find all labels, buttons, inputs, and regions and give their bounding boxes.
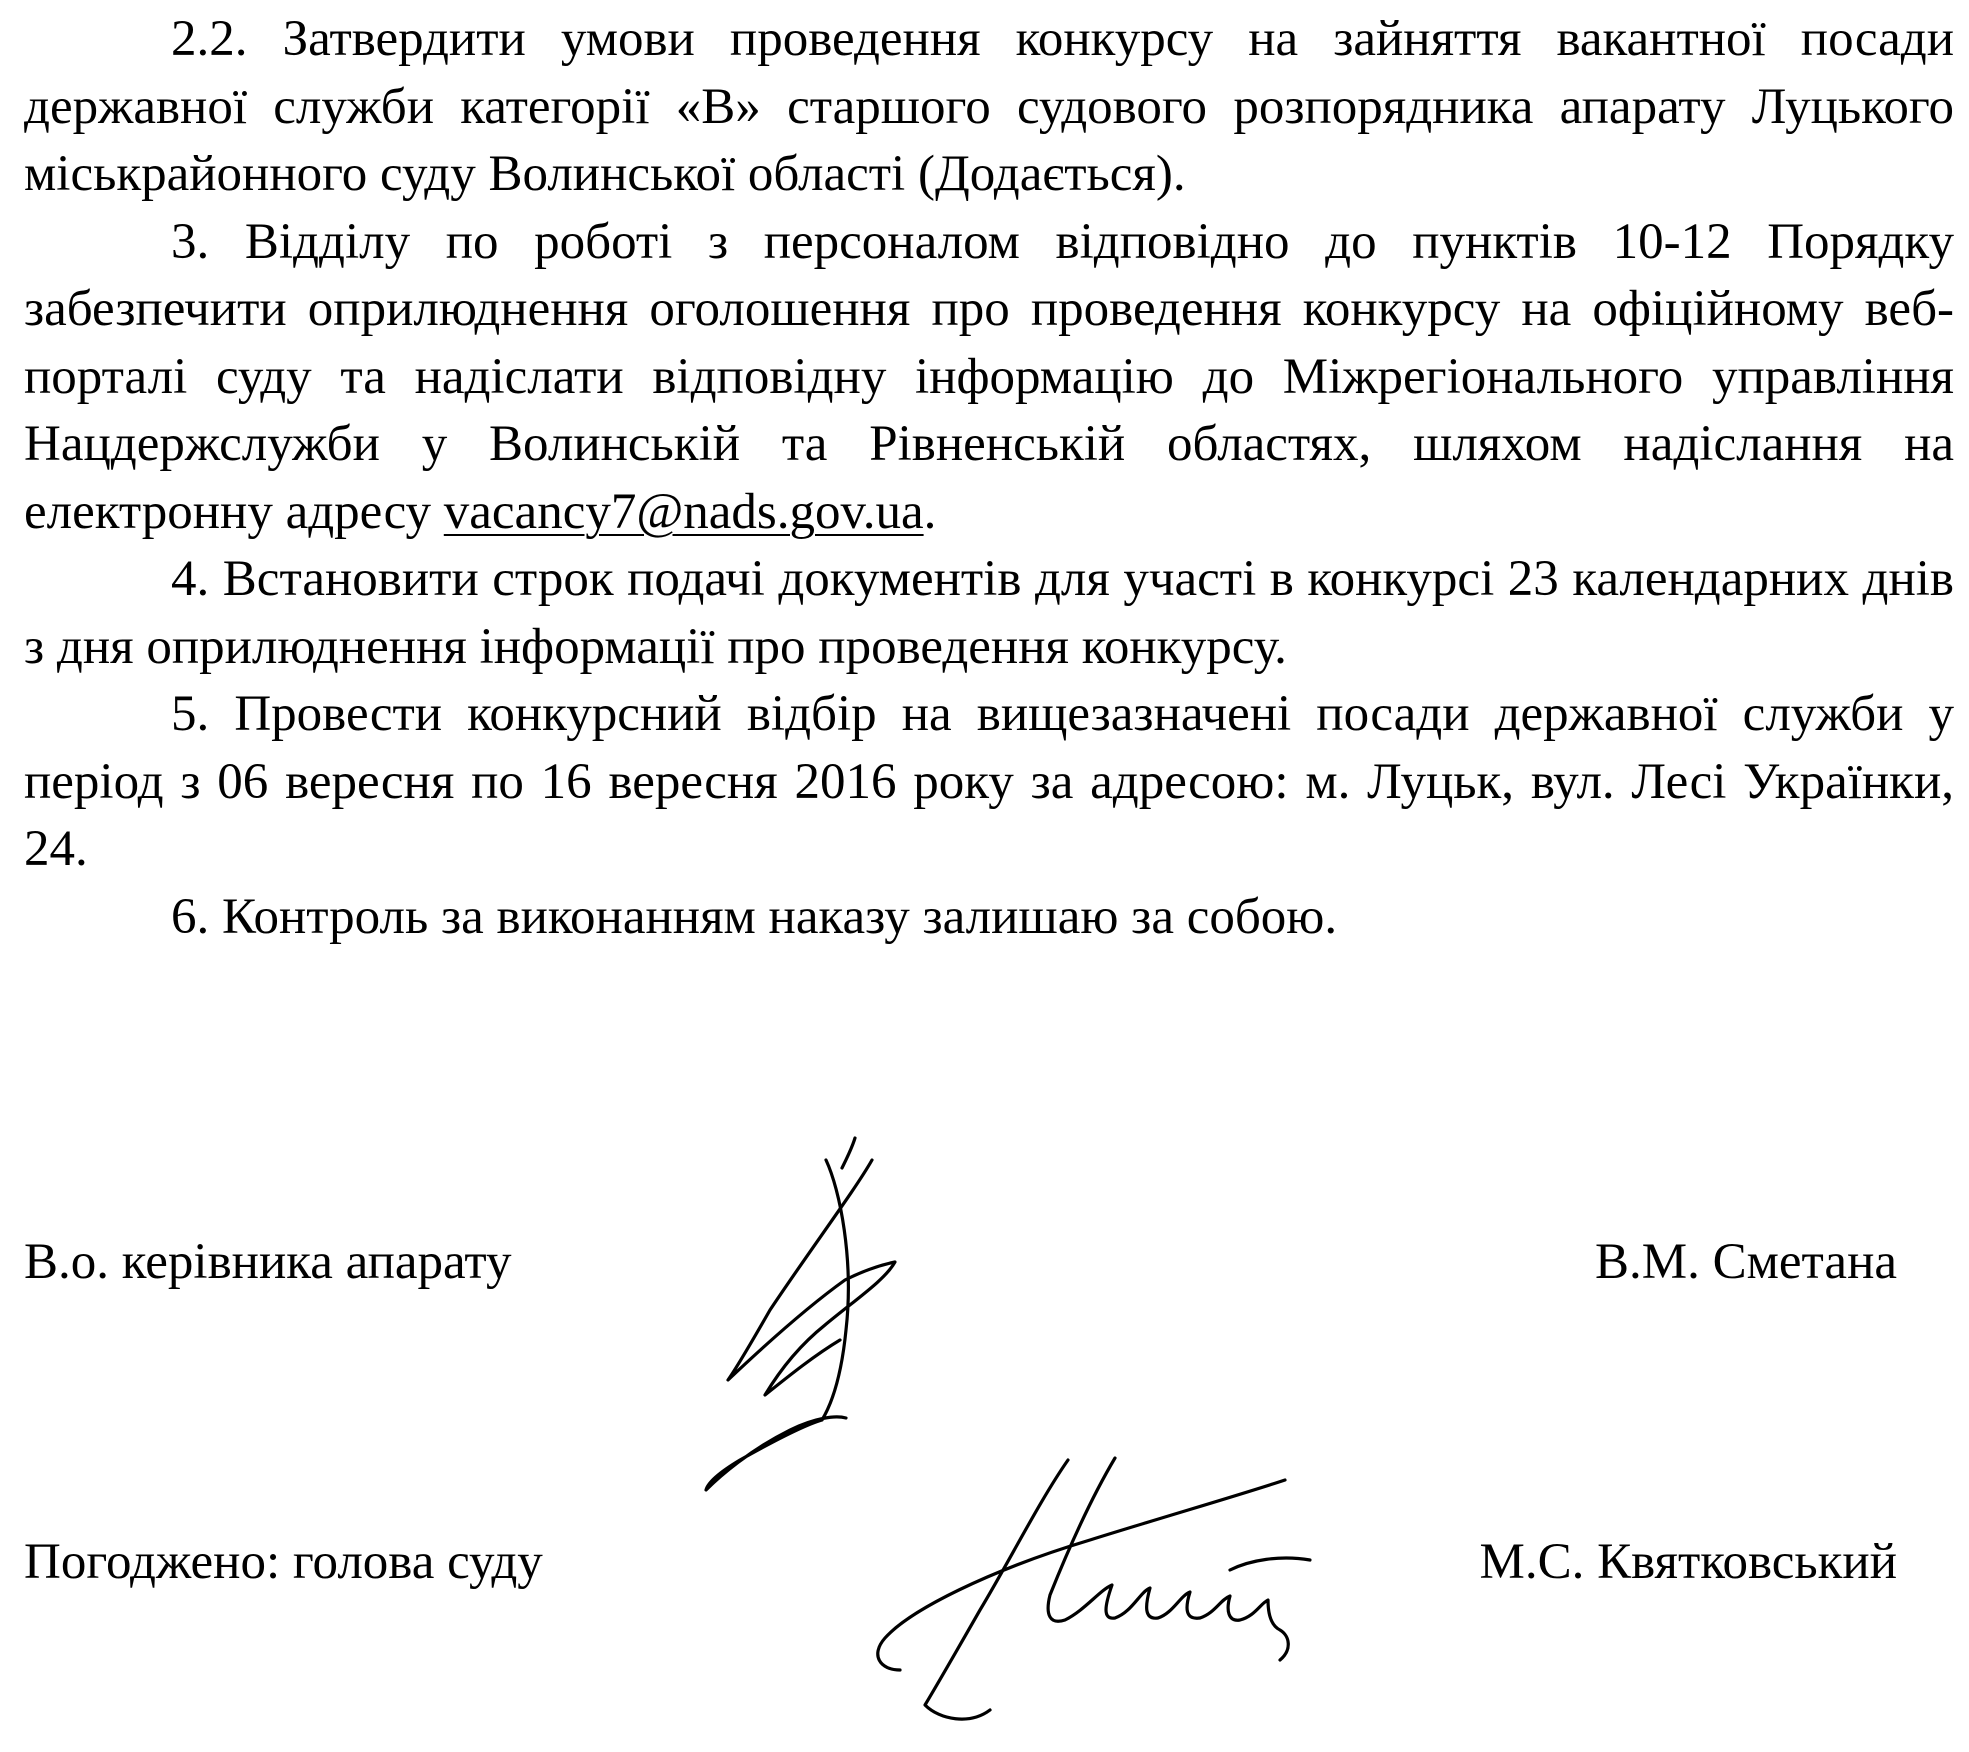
- paragraph-text: 3. Відділу по роботі з персоналом відповідно до пунктів 10-12 Порядку забезпечити оприлюднення оголошення про проведення конкурсу на офіційному веб-порталі суду та надіслати відповідну інформацію до Міжрегіонального управління Нацдержслужби у Волинській та Рівненській областях, шляхом надіслання на електронну адресу: [24, 213, 1954, 540]
- paragraph-text: 5. Провести конкурсний відбір на вищезазначені посади державної служби у період з 06 вересня по 16 вересня 2016 року за адресою: м. Луцьк, вул. Лесі Українки, 24.: [24, 686, 1954, 877]
- paragraph-text: 6. Контроль за виконанням наказу залишаю за собою.: [171, 888, 1338, 945]
- signature-stroke: [728, 1160, 895, 1395]
- signature-stroke: [1048, 1458, 1288, 1660]
- paragraph-text-end: .: [923, 483, 937, 540]
- paragraph-5: [24, 681, 1954, 884]
- paragraph-2-2: [24, 6, 1954, 209]
- email-link[interactable]: vacancy7@nads.gov.ua: [443, 483, 924, 540]
- paragraph-text: 2.2. Затвердити умови проведення конкурсу на зайняття вакантної посади державної служби категорії «В» старшого судового розпорядника апарату Луцького міськрайонного суду Волинської області (Додається).: [24, 11, 1954, 202]
- paragraph-text: 4. Встановити строк подачі документів для участі в конкурсі 23 календарних днів з дня оприлюднення інформації про проведення конкурсу.: [24, 551, 1954, 675]
- document-body: [24, 6, 1954, 951]
- signatory-position-title: Погоджено: голова суду: [24, 1534, 543, 1590]
- signatory-name: В.М. Сметана: [1594, 1234, 1897, 1290]
- signatory-position-title: В.о. керівника апарату: [24, 1234, 512, 1290]
- handwritten-signature-2: [840, 1420, 1400, 1740]
- paragraph-4: [24, 546, 1954, 681]
- signature-stroke: [1230, 1558, 1310, 1570]
- paragraph-6: [24, 884, 1954, 952]
- signature-stroke: [878, 1480, 1285, 1670]
- signatory-name: М.С. Квятковський: [1479, 1534, 1897, 1590]
- signature-stroke: [842, 1138, 855, 1168]
- signature-stroke: [925, 1460, 1068, 1719]
- paragraph-3: [24, 209, 1954, 547]
